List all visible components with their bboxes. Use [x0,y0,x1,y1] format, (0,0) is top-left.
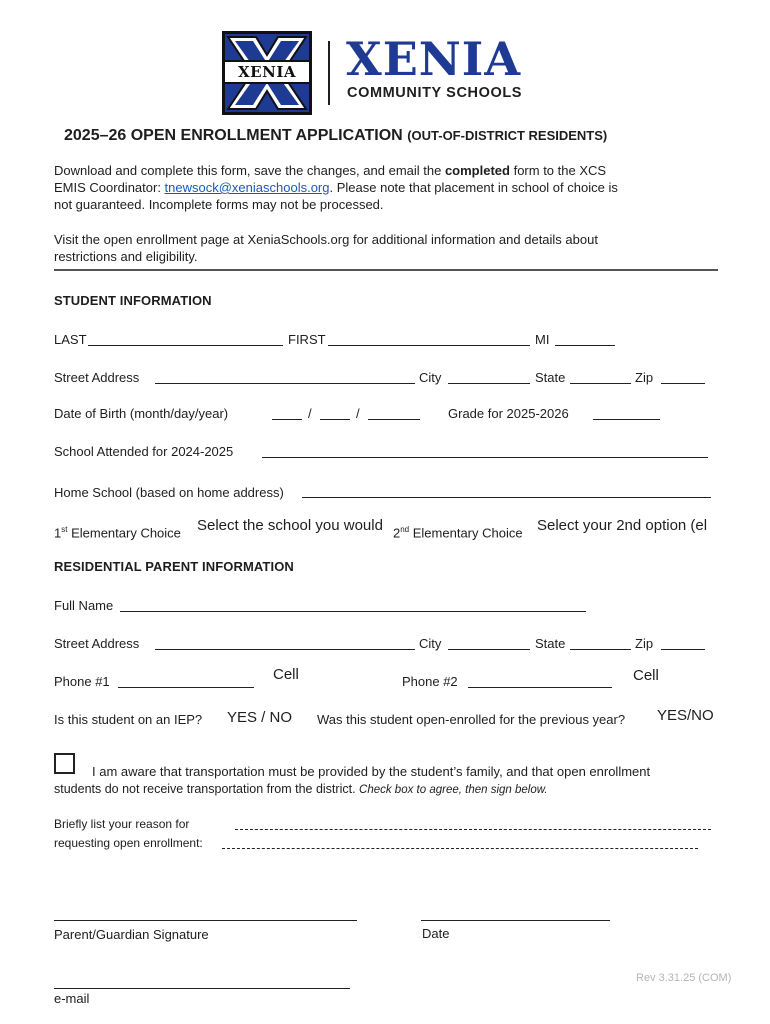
parent-full-name-field[interactable] [122,596,584,611]
student-city-line [448,383,530,384]
signature-label: Parent/Guardian Signature [54,927,209,942]
reason-field-1[interactable] [237,815,709,829]
previous-year-select[interactable]: YES/NO [657,707,714,724]
phone1-type-select[interactable]: Cell [273,666,299,683]
phone1-field[interactable] [120,672,252,687]
intro-line-5: restrictions and eligibility. [54,249,198,264]
grade-label: Grade for 2025-2026 [448,406,569,421]
student-state-label: State [535,370,566,385]
phone2-type-select[interactable]: Cell [633,667,659,684]
intro-bold: completed [444,163,510,178]
dob-day-line [320,419,350,420]
reason-line-2 [222,848,698,849]
date-field[interactable] [423,904,608,920]
date-line [421,920,610,921]
parent-zip-field[interactable] [663,634,703,649]
choice2-label [393,521,523,541]
student-city-label: City [419,370,442,385]
parent-full-name-line [120,611,586,612]
title-suffix: (OUT-OF-DISTRICT RESIDENTS) [407,128,608,143]
coordinator-email-link[interactable]: tnewsock@xeniaschools.org [164,180,330,195]
student-section-heading: STUDENT INFORMATION [54,293,212,308]
parent-street-label: Street Address [54,636,140,651]
parent-zip-line [661,649,705,650]
grade-field[interactable] [595,404,658,419]
dob-year-line [368,419,420,420]
choice1-number: 1 [54,525,62,541]
last-name-line [88,345,283,346]
intro-line-1 [54,162,606,179]
logo-divider [328,41,330,105]
mi-line [555,345,615,346]
intro-text: form to the XCS [509,163,607,178]
student-street-label: Street Address [54,370,140,385]
parent-state-field[interactable] [572,634,629,649]
wordmark-subtitle: COMMUNITY SCHOOLS [347,85,523,101]
first-name-field[interactable] [330,330,528,345]
reason-label-2: requesting open enrollment: [54,836,203,850]
choice1-label [54,521,181,541]
intro-text: EMIS Coordinator: [54,180,165,195]
parent-state-label: State [535,636,566,651]
school-attended-label: School Attended for 2024-2025 [54,444,234,459]
parent-city-field[interactable] [450,634,528,649]
signature-line [54,920,357,921]
intro-line-3: not guaranteed. Incomplete forms may not be processed. [54,197,384,212]
phone1-label: Phone #1 [54,674,110,689]
student-zip-label: Zip [635,370,654,385]
intro-line-2 [54,179,618,196]
reason-line-1 [235,829,711,830]
transport-agree-checkbox[interactable] [54,753,75,774]
parent-street-line [155,649,415,650]
transport-text-2 [54,781,548,799]
intro-line-4: Visit the open enrollment page at XeniaSchools.org for additional information and details about [54,232,598,247]
dob-year-field[interactable] [369,404,419,419]
home-school-field[interactable] [304,482,709,497]
phone2-label: Phone #2 [402,674,458,689]
choice2-number: 2 [393,525,401,541]
student-zip-field[interactable] [663,368,703,383]
grade-line [593,419,660,420]
school-attended-line [262,457,708,458]
home-school-line [302,497,711,498]
student-state-field[interactable] [572,368,629,383]
student-street-field[interactable] [157,368,413,383]
email-field[interactable] [56,972,348,988]
choice1-text: Elementary Choice [67,525,181,541]
choice2-text: Elementary Choice [409,525,523,541]
wordmark-title: XENIA [346,32,522,86]
last-name-field[interactable] [90,330,281,345]
dob-month-line [272,419,302,420]
first-name-line [328,345,530,346]
student-street-line [155,383,415,384]
iep-question: Is this student on an IEP? [54,712,203,727]
date-label: Date [422,926,450,941]
mi-field[interactable] [557,330,613,345]
parent-zip-label: Zip [635,636,654,651]
intro-divider [54,269,718,271]
transport-text: students do not receive transportation from the district. [54,782,360,796]
choice1-select[interactable]: Select the school you would [197,517,383,534]
district-logo [222,31,544,115]
choice1-ordinal: st [61,525,68,534]
student-state-line [570,383,631,384]
phone2-field[interactable] [470,672,610,687]
student-city-field[interactable] [450,368,528,383]
reason-field-2[interactable] [224,834,696,848]
revision-note: Rev 3.31.25 (COM) [636,972,732,984]
email-label: e-mail [54,991,90,1006]
intro-text: Download and complete this form, save the changes, and email the [54,163,445,178]
intro-text: . Please note that placement in school of choice is [329,180,618,195]
choice2-select[interactable]: Select your 2nd option (el [537,517,708,534]
dob-label: Date of Birth (month/day/year) [54,406,229,421]
parent-section-heading: RESIDENTIAL PARENT INFORMATION [54,559,294,574]
student-zip-line [661,383,705,384]
page-title [64,126,607,146]
phone1-line [118,687,254,688]
previous-year-question: Was this student open-enrolled for the previous year? [317,712,626,727]
first-name-label: FIRST [288,332,326,347]
reason-label-1: Briefly list your reason for [54,817,190,831]
school-attended-field[interactable] [264,442,706,457]
parent-street-field[interactable] [157,634,413,649]
email-line [54,988,350,989]
title-main: 2025–26 OPEN ENROLLMENT APPLICATION [64,127,403,144]
home-school-label: Home School (based on home address) [54,485,284,500]
parent-state-line [570,649,631,650]
transport-text-1: I am aware that transportation must be provided by the student’s family, and that open enrollment [92,764,651,779]
transport-instruction: Check box to agree, then sign below. [359,784,548,796]
emblem-word: XENIA [238,63,296,81]
dob-slash: / [308,406,312,421]
choice2-ordinal: nd [400,525,410,534]
last-name-label: LAST [54,332,87,347]
mi-label: MI [535,332,550,347]
parent-full-name-label: Full Name [54,598,114,613]
dob-day-field[interactable] [321,404,349,419]
dob-month-field[interactable] [273,404,301,419]
parent-city-label: City [419,636,442,651]
parent-city-line [448,649,530,650]
signature-field[interactable] [54,896,357,920]
phone2-line [468,687,612,688]
dob-slash: / [356,406,360,421]
iep-select[interactable]: YES / NO [227,709,293,726]
